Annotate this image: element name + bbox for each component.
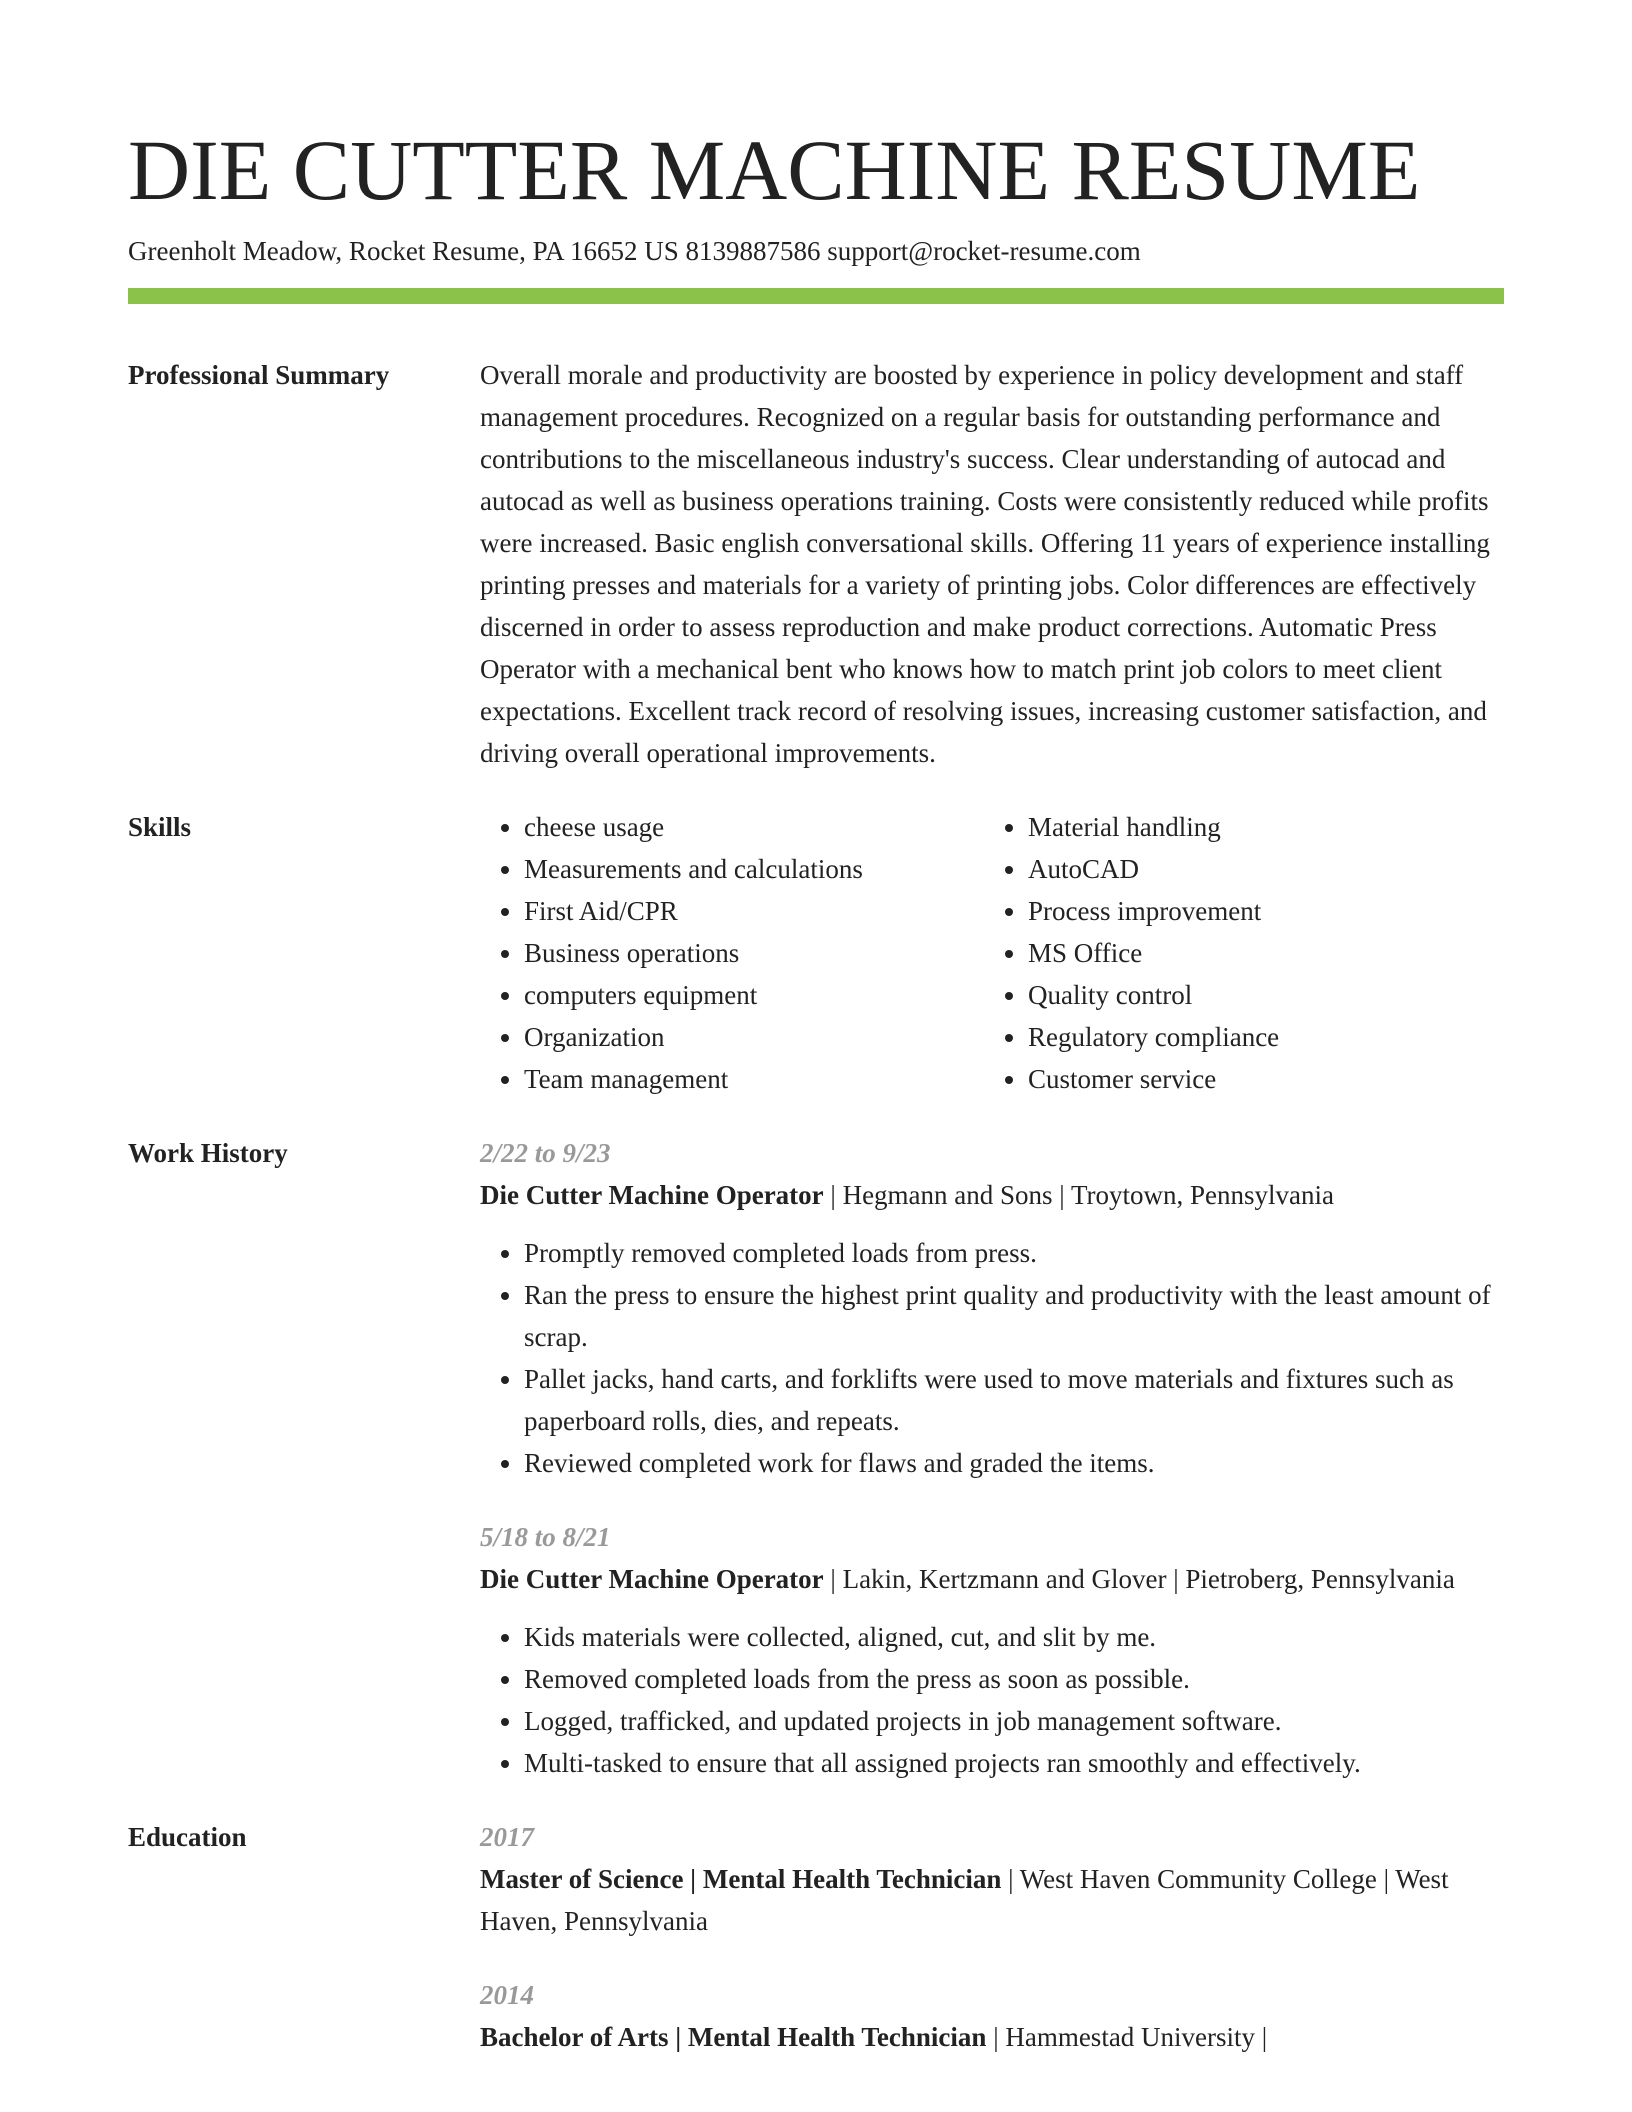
education-details: | West Haven Community College | West Haven, Pennsylvania [480, 1864, 1449, 1936]
education-entry [480, 1816, 1504, 1942]
contact-phone: 8139887586 [685, 236, 821, 266]
summary-section [128, 354, 1504, 774]
work-history-body [480, 1132, 1504, 1784]
section-label-work: Work History [128, 1138, 288, 1168]
skill-item: • Regulatory compliance [1028, 1016, 1488, 1058]
job-entry [480, 1516, 1504, 1784]
job-title: Die Cutter Machine Operator [480, 1564, 824, 1594]
skills-section [128, 806, 1504, 1100]
job-bullet: • Logged, trafficked, and updated projects in job management software. [524, 1700, 1504, 1742]
skill-item: • Quality control [1028, 974, 1488, 1016]
skills-columns [480, 806, 1504, 1100]
skill-item: • Customer service [1028, 1058, 1488, 1100]
education-details: | Hammestad University | [986, 2022, 1268, 2052]
education-heading [480, 1858, 1504, 1942]
summary-body [480, 354, 1504, 774]
degree-title: Master of Science | Mental Health Technician [480, 1864, 1002, 1894]
skill-item: • MS Office [1028, 932, 1488, 974]
job-bullet: • Multi-tasked to ensure that all assigned projects ran smoothly and effectively. [524, 1742, 1504, 1784]
job-bullet: • Ran the press to ensure the highest print quality and productivity with the least amount of scrap. [524, 1274, 1504, 1358]
contact-address: Greenholt Meadow, Rocket Resume, PA 16652 US [128, 236, 679, 266]
skill-item: • cheese usage [524, 806, 984, 848]
skill-item: • Team management [524, 1058, 984, 1100]
job-details: | Hegmann and Sons | Troytown, Pennsylvania [823, 1180, 1334, 1210]
resume-page [128, 0, 1504, 2058]
job-bullet: • Kids materials were collected, aligned, cut, and slit by me. [524, 1616, 1504, 1658]
job-bullet: • Removed completed loads from the press as soon as possible. [524, 1658, 1504, 1700]
degree-title: Bachelor of Arts | Mental Health Technician [480, 2022, 987, 2052]
skill-item: • computers equipment [524, 974, 984, 1016]
skill-item: • Measurements and calculations [524, 848, 984, 890]
skill-item: • Process improvement [1028, 890, 1488, 932]
skill-item: • First Aid/CPR [524, 890, 984, 932]
job-entry [480, 1132, 1504, 1484]
job-bullets [480, 1232, 1504, 1484]
education-body [480, 1816, 1504, 2058]
resume-title: DIE CUTTER MACHINE RESUME [128, 122, 1421, 218]
contact-line [128, 234, 1504, 268]
job-bullet: • Reviewed completed work for flaws and graded the items. [524, 1442, 1504, 1484]
education-date: 2017 [480, 1822, 534, 1852]
skill-item: • AutoCAD [1028, 848, 1488, 890]
skill-item: • Business operations [524, 932, 984, 974]
job-bullets [480, 1616, 1504, 1784]
section-label-education: Education [128, 1822, 247, 1852]
job-date: 2/22 to 9/23 [480, 1138, 611, 1168]
job-bullet: • Promptly removed completed loads from press. [524, 1232, 1504, 1274]
education-heading [480, 2016, 1504, 2058]
education-date: 2014 [480, 1980, 534, 2010]
education-section [128, 1816, 1504, 2058]
skill-item: • Organization [524, 1016, 984, 1058]
summary-text: Overall morale and productivity are boosted by experience in policy development and staff management procedures. Recognized on a regular basis for outstanding performance and contributions to the miscellaneous industry's success. Clear understanding of autocad and autocad as well as business operations training. Costs were consistently reduced while profits were increased. Basic english conversational skills. Offering 11 years of experience installing printing presses and materials for a variety of printing jobs. Color differences are effectively discerned in order to assess reproduction and make product corrections. Automatic Press Operator with a mechanical bent who knows how to match print job colors to meet client expectations. Excellent track record of resolving issues, increasing customer satisfaction, and driving overall operational improvements. [480, 360, 1490, 768]
job-heading [480, 1174, 1504, 1216]
skill-item: • Material handling [1028, 806, 1488, 848]
job-details: | Lakin, Kertzmann and Glover | Pietroberg, Pennsylvania [823, 1564, 1455, 1594]
contact-email[interactable]: support@rocket-resume.com [827, 236, 1141, 266]
work-history-section [128, 1132, 1504, 1784]
job-bullet: • Pallet jacks, hand carts, and forklifts were used to move materials and fixtures such as paperboard rolls, dies, and repeats. [524, 1358, 1504, 1442]
education-entry [480, 1974, 1504, 2058]
header-divider [128, 288, 1504, 304]
job-date: 5/18 to 8/21 [480, 1522, 611, 1552]
section-label-summary: Professional Summary [128, 360, 390, 390]
section-label-skills: Skills [128, 812, 192, 842]
job-heading [480, 1558, 1504, 1600]
skills-list-right [984, 806, 1488, 1100]
skills-list-left [480, 806, 984, 1100]
job-title: Die Cutter Machine Operator [480, 1180, 824, 1210]
skills-body [480, 806, 1504, 1100]
